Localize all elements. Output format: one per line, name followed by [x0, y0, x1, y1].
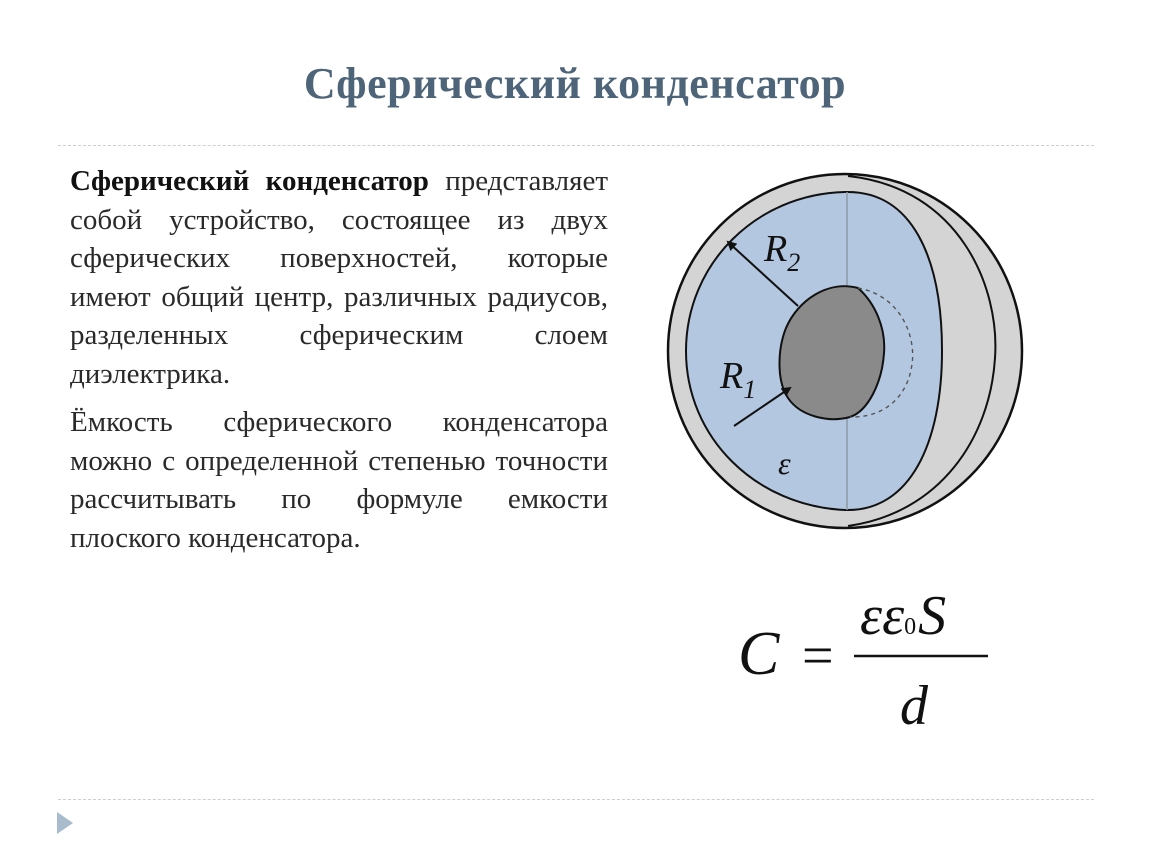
outer-radius-subscript: 2 [787, 248, 801, 277]
formula-lhs: C [738, 620, 780, 688]
definition-paragraph [70, 162, 608, 393]
capacitance-formula [730, 580, 1000, 740]
formula-epsilon-subscript: 0 [904, 614, 917, 640]
formula-area: S [918, 585, 947, 647]
formula-numerator [860, 585, 946, 647]
definition-text: представляет собой устройство, состоящее из двух сферических поверхностей, которые имеют общий центр, различных радиусов, разделенных сферическим слоем диэлектрика. [70, 165, 608, 390]
outer-radius-letter: R [764, 228, 788, 270]
slide-title: Сферический конденсатор [303, 59, 847, 108]
spherical-capacitor-diagram [660, 168, 1030, 538]
body-text [70, 162, 608, 557]
top-divider [58, 145, 1094, 146]
formula-epsilon: εε [860, 585, 905, 647]
capacitance-paragraph: Ёмкость сферического конденсатора можно с определенной степенью точности рассчитывать по формуле емкости плоского конденсатора. [70, 406, 608, 554]
inner-radius-subscript: 1 [743, 375, 757, 404]
dielectric-label: ε [778, 445, 791, 481]
formula-equals: = [802, 625, 834, 687]
slide-marker-icon [57, 812, 73, 834]
inner-radius-letter: R [720, 355, 744, 397]
definition-term: Сферический конденсатор [70, 165, 429, 197]
formula-denominator: d [900, 675, 928, 737]
bottom-divider [58, 799, 1094, 800]
